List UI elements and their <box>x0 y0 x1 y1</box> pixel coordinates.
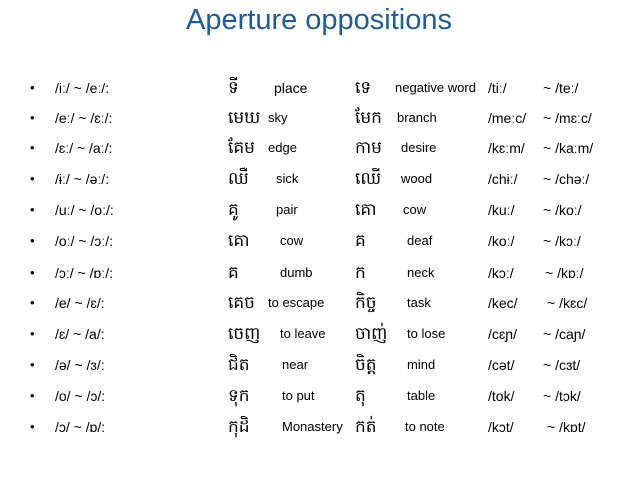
table-row <box>0 289 638 317</box>
gloss-1: to leave <box>280 326 326 341</box>
khmer-word-2: កិច្ច <box>355 293 377 313</box>
gloss-2: table <box>407 388 436 403</box>
ipa-1: /tok/ <box>488 388 515 404</box>
phoneme-pair: /ɛː/ ~ /aː/: <box>55 140 113 156</box>
table-row <box>0 196 638 224</box>
khmer-word-2: តុ <box>355 386 366 406</box>
bullet-icon: • <box>30 265 35 280</box>
khmer-word-1: គែម <box>228 138 255 158</box>
bullet-icon: • <box>30 357 35 372</box>
table-row <box>0 382 638 410</box>
gloss-2: branch <box>397 110 437 125</box>
table-row <box>0 320 638 348</box>
table-row <box>0 165 638 193</box>
khmer-word-2: ឈើ <box>355 169 382 189</box>
bullet-icon: • <box>30 419 35 434</box>
ipa-1: /cɛɲ/ <box>488 326 517 342</box>
ipa-2: ~ /chəː/ <box>543 171 590 187</box>
gloss-2: neck <box>407 265 435 280</box>
khmer-word-2: មែក <box>355 108 382 128</box>
khmer-word-2: ក <box>355 263 366 283</box>
gloss-1: cow <box>280 233 304 248</box>
bullet-icon: • <box>30 171 35 186</box>
khmer-word-2: គ <box>355 231 366 251</box>
table-row <box>0 134 638 162</box>
table-row <box>0 104 638 132</box>
khmer-word-2: ចាញ់ <box>355 324 388 344</box>
phoneme-pair: /ɛ/ ~ /a/: <box>55 326 105 342</box>
gloss-2: deaf <box>407 233 433 248</box>
ipa-2: ~ /kɒː/ <box>545 265 584 281</box>
khmer-word-2: ចិត្ត <box>355 355 377 375</box>
khmer-word-1: ឈឺ <box>228 169 249 189</box>
gloss-1: Monastery <box>282 419 343 434</box>
ipa-2: ~ /koː/ <box>543 202 582 218</box>
bullet-icon: • <box>30 233 35 248</box>
phoneme-pair: /e/ ~ /ɛ/: <box>55 295 105 311</box>
khmer-word-1: គូ <box>228 200 239 220</box>
ipa-1: /meːc/ <box>488 110 527 126</box>
khmer-word-1: កុដិ <box>228 417 250 437</box>
bullet-icon: • <box>30 80 35 95</box>
gloss-2: to lose <box>407 326 446 341</box>
ipa-1: /kec/ <box>488 295 518 311</box>
khmer-word-2: កាម <box>355 138 382 158</box>
ipa-2: ~ /cɜt/ <box>543 357 581 373</box>
gloss-2: to note <box>405 419 445 434</box>
ipa-2: ~ /kɒt/ <box>547 419 586 435</box>
phoneme-pair: /ɔː/ ~ /ɒː/: <box>55 265 113 281</box>
table-row <box>0 74 638 102</box>
khmer-word-1: ទី <box>228 78 239 98</box>
gloss-2: negative word <box>395 80 476 95</box>
khmer-word-2: កត់ <box>355 417 377 437</box>
phoneme-pair: /o/ ~ /ɔ/: <box>55 388 106 404</box>
table-row <box>0 259 638 287</box>
gloss-2: mind <box>407 357 436 372</box>
khmer-word-1: គេច <box>228 293 255 313</box>
ipa-1: /cət/ <box>488 357 515 373</box>
gloss-1: dumb <box>280 265 313 280</box>
ipa-1: /koː/ <box>488 233 515 249</box>
ipa-2: ~ /teː/ <box>543 80 579 96</box>
khmer-word-1: ជិត <box>228 355 250 375</box>
bullet-icon: • <box>30 110 35 125</box>
gloss-2: wood <box>401 171 433 186</box>
ipa-2: ~ /caɲ/ <box>543 326 586 342</box>
ipa-2: ~ /kɔː/ <box>543 233 581 249</box>
phoneme-pair: /uː/ ~ /oː/: <box>55 202 114 218</box>
phoneme-pair: /iː/ ~ /eː/: <box>55 80 110 96</box>
gloss-2: cow <box>403 202 427 217</box>
phoneme-pair: /ə/ ~ /ɜ/: <box>55 357 105 373</box>
ipa-1: /kɔt/ <box>488 419 514 435</box>
gloss-1: pair <box>276 202 298 217</box>
khmer-word-1: មេឃ <box>228 108 261 128</box>
gloss-1: sick <box>276 171 299 186</box>
ipa-1: /tiː/ <box>488 80 507 96</box>
gloss-1: to put <box>282 388 315 403</box>
ipa-1: /kɛːm/ <box>488 140 525 156</box>
ipa-2: ~ /tɔk/ <box>543 388 581 404</box>
khmer-word-1: ចេញ <box>228 324 261 344</box>
phoneme-pair: /eː/ ~ /ɛː/: <box>55 110 113 126</box>
table-row <box>0 227 638 255</box>
bullet-icon: • <box>30 202 35 217</box>
gloss-1: near <box>282 357 309 372</box>
phoneme-pair: /ɔ/ ~ /ɒ/: <box>55 419 106 435</box>
ipa-2: ~ /mɛːc/ <box>543 110 592 126</box>
khmer-word-1: ទុក <box>228 386 250 406</box>
page-title: Aperture oppositions <box>186 4 452 36</box>
ipa-2: ~ /kɛc/ <box>547 295 588 311</box>
khmer-word-1: គោ <box>228 231 250 251</box>
bullet-icon: • <box>30 388 35 403</box>
bullet-icon: • <box>30 140 35 155</box>
bullet-icon: • <box>30 295 35 310</box>
phoneme-pair: /oː/ ~ /ɔː/: <box>55 233 113 249</box>
khmer-word-2: គោ <box>355 200 377 220</box>
gloss-1: place <box>274 80 308 96</box>
ipa-1: /kuː/ <box>488 202 515 218</box>
table-row <box>0 351 638 379</box>
phoneme-pair: /ɨː/ ~ /əː/: <box>55 171 110 187</box>
khmer-word-2: ទេ <box>355 78 372 98</box>
gloss-1: to escape <box>268 295 325 310</box>
gloss-2: task <box>407 295 431 310</box>
ipa-1: /kɔː/ <box>488 265 514 281</box>
khmer-word-1: គ <box>228 263 239 283</box>
gloss-2: desire <box>401 140 437 155</box>
gloss-1: edge <box>268 140 297 155</box>
gloss-1: sky <box>268 110 288 125</box>
bullet-icon: • <box>30 326 35 341</box>
ipa-2: ~ /kaːm/ <box>543 140 594 156</box>
table-row <box>0 413 638 441</box>
ipa-1: /chɨː/ <box>488 171 518 187</box>
